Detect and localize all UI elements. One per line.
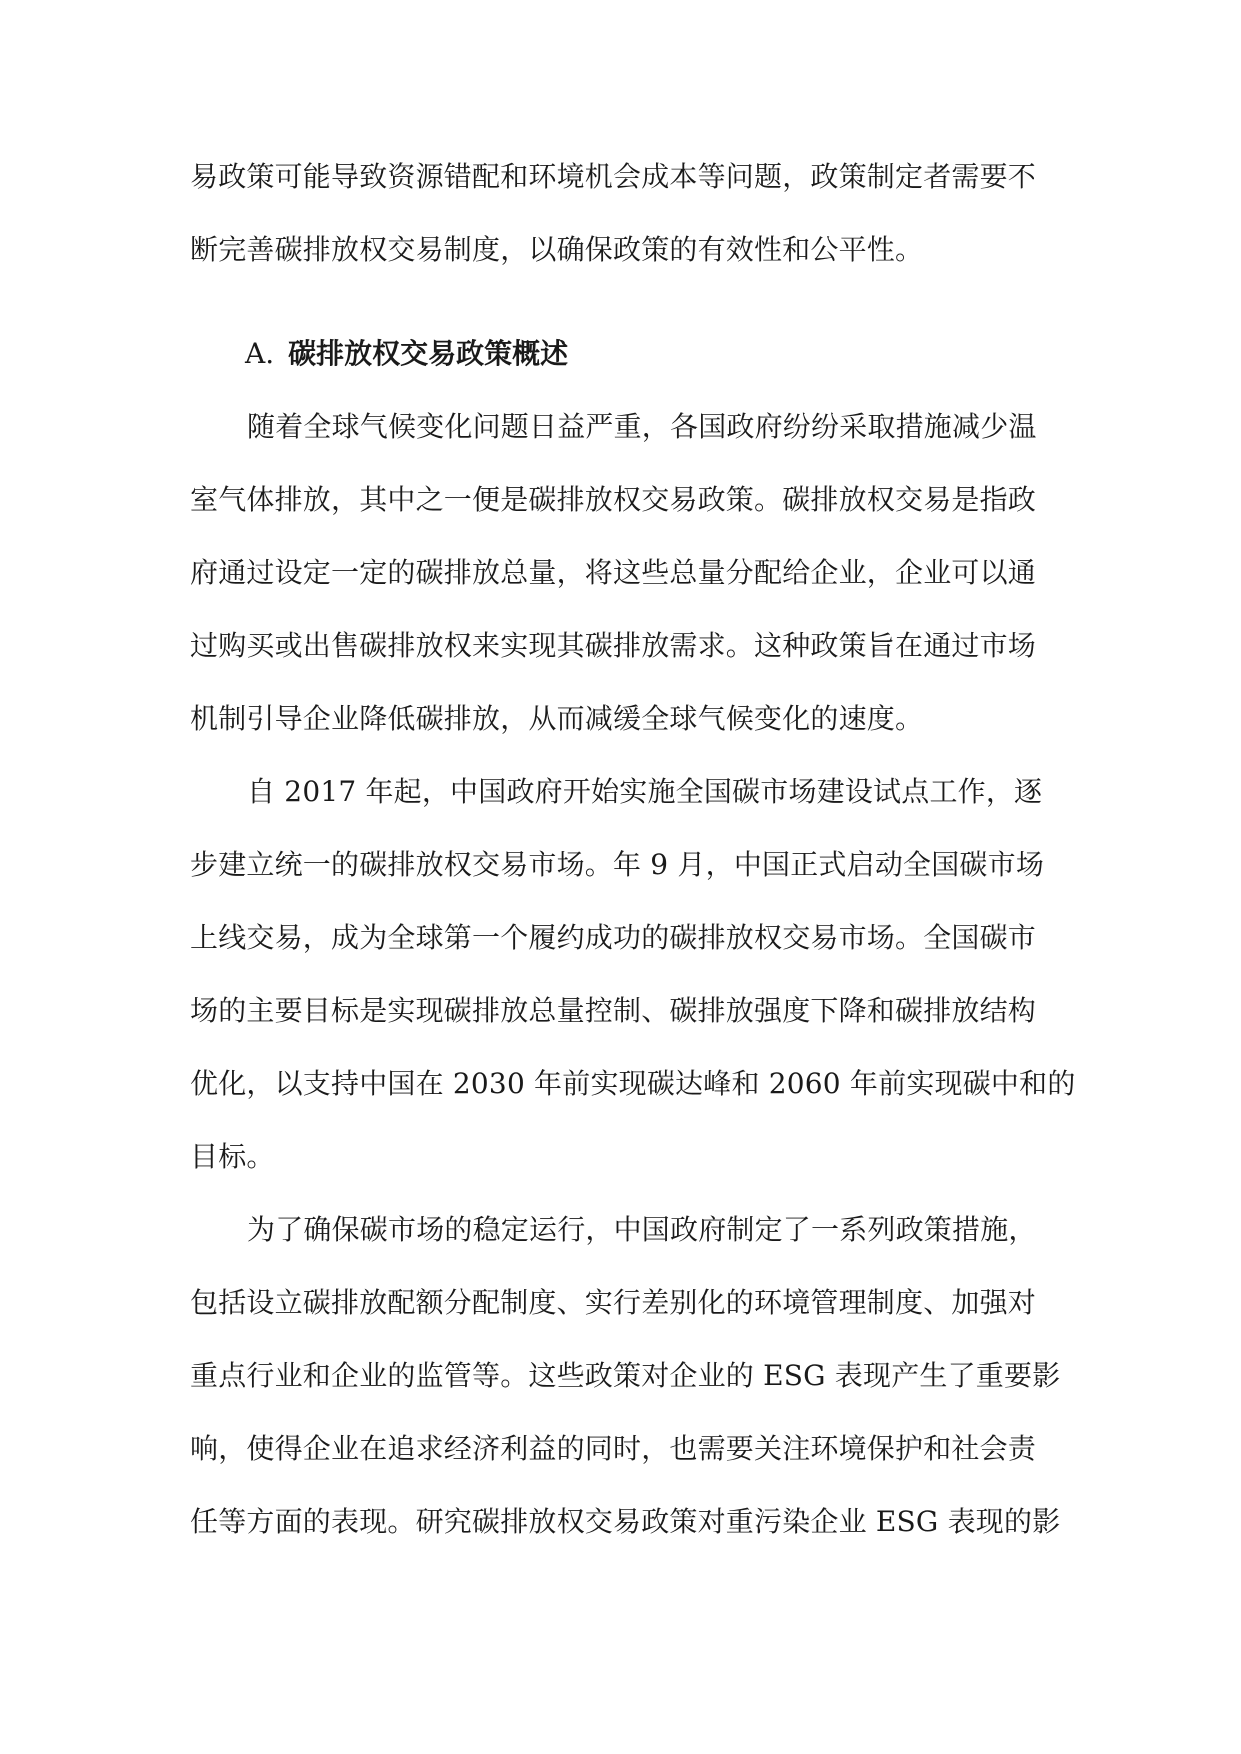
document-body (190, 140, 1076, 1558)
text-line: 包括设立碳排放配额分配制度、实行差别化的环境管理制度、加强对 (190, 1286, 1037, 1319)
text-line: 过购买或出售碳排放权来实现其碳排放需求。这种政策旨在通过市场 (190, 629, 1037, 662)
section-number: A. (245, 337, 275, 370)
text-line: 优化，以支持中国在 2030 年前实现碳达峰和 2060 年前实现碳中和的 (190, 1067, 1076, 1100)
text-line: 目标。 (190, 1140, 275, 1173)
text-line: 场的主要目标是实现碳排放总量控制、碳排放强度下降和碳排放结构 (190, 994, 1037, 1027)
paragraph (190, 390, 1052, 755)
text-line: 重点行业和企业的监管等。这些政策对企业的 ESG 表现产生了重要影 (190, 1359, 1061, 1392)
text-line: 为了确保碳市场的稳定运行，中国政府制定了一系列政策措施， (247, 1213, 1037, 1246)
paragraph (190, 1193, 1061, 1558)
text-line: 断完善碳排放权交易制度，以确保政策的有效性和公平性。 (190, 233, 924, 266)
text-line: 机制引导企业降低碳排放，从而减缓全球气候变化的速度。 (190, 702, 924, 735)
text-line: 室气体排放，其中之一便是碳排放权交易政策。碳排放权交易是指政 (190, 483, 1037, 516)
section-heading (190, 317, 1052, 390)
text-line: 任等方面的表现。研究碳排放权交易政策对重污染企业 ESG 表现的影 (190, 1505, 1061, 1538)
section-title: 碳排放权交易政策概述 (288, 337, 569, 370)
paragraph-continuation (190, 140, 1052, 286)
text-line: 步建立统一的碳排放权交易市场。年 9 月，中国正式启动全国碳市场 (190, 848, 1045, 881)
text-line: 自 2017 年起，中国政府开始实施全国碳市场建设试点工作，逐 (247, 775, 1043, 808)
text-line: 随着全球气候变化问题日益严重，各国政府纷纷采取措施减少温 (247, 410, 1037, 443)
text-line: 易政策可能导致资源错配和环境机会成本等问题，政策制定者需要不 (190, 160, 1037, 193)
paragraph (190, 755, 1076, 1193)
text-line: 响，使得企业在追求经济利益的同时，也需要关注环境保护和社会责 (190, 1432, 1037, 1465)
text-line: 府通过设定一定的碳排放总量，将这些总量分配给企业，企业可以通 (190, 556, 1037, 589)
text-line: 上线交易，成为全球第一个履约成功的碳排放权交易市场。全国碳市 (190, 921, 1037, 954)
